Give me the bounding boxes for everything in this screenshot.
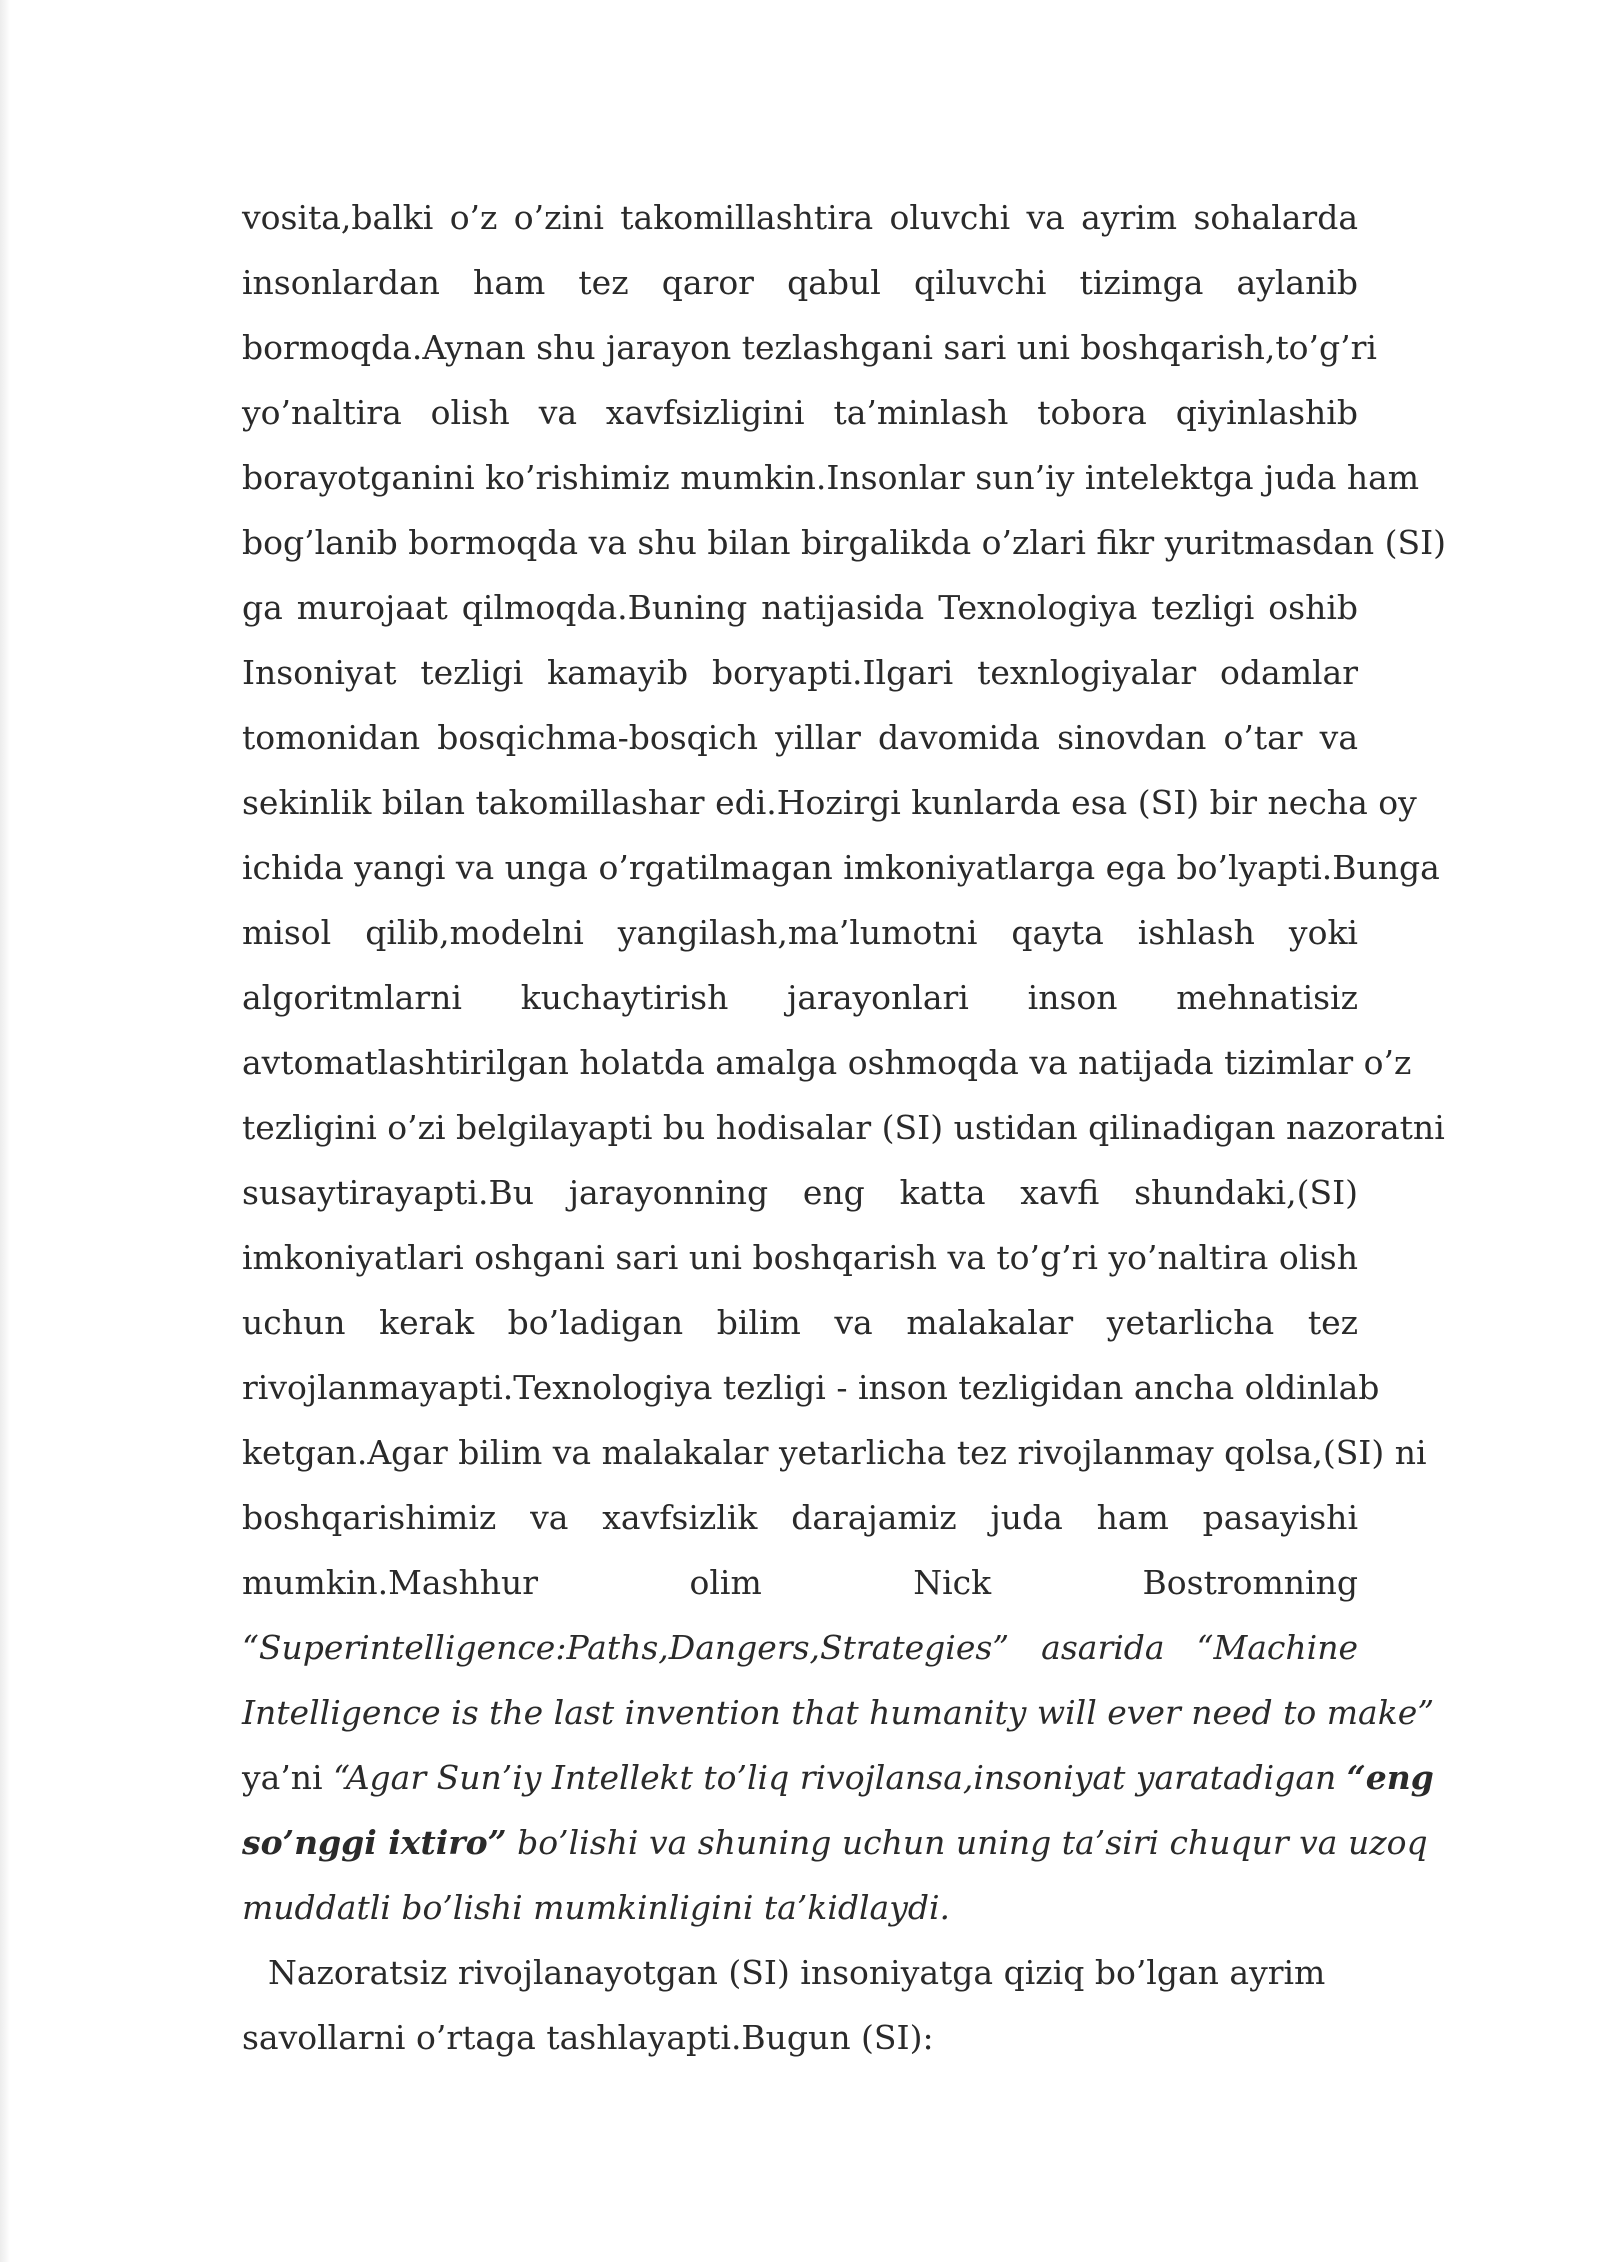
quote-line-uzbek [242,1745,1434,1810]
quote-emphasis: so’nggi ixtiro” [242,1823,507,1862]
quote-intro: ya’ni [242,1758,334,1797]
text-line: rivojlanmayapti.Texnologiya tezligi - inson tezligidan ancha oldinlab [242,1368,1380,1407]
quote-line-english: Intelligence is the last invention that humanity will ever need to make” [242,1693,1435,1732]
quote-line-uzbek: muddatli bo’lishi mumkinligini ta’kidlaydi. [242,1888,951,1927]
page-edge-shadow [0,0,10,2262]
text-line: bog’lanib bormoqda va shu bilan birgalikda o’zlari fikr yuritmasdan (SI) [242,523,1447,562]
text-line: bormoqda.Aynan shu jarayon tezlashgani sari uni boshqarish,to’g’ri [242,328,1377,367]
text-line: algoritmlarni kuchaytirish jarayonlari inson mehnatisiz [242,978,1358,1017]
text-line: tomonidan bosqichma-bosqich yillar davomida sinovdan o’tar va [242,718,1358,757]
quote-emphasis: “eng [1346,1758,1434,1797]
text-line: insonlardan ham tez qaror qabul qiluvchi tizimga aylanib [242,263,1358,302]
text-line: tezligini o’zi belgilayapti bu hodisalar (SI) ustidan qilinadigan nazoratni [242,1108,1445,1147]
text-line: borayotganini ko’rishimiz mumkin.Insonlar sun’iy intelektga juda ham [242,458,1420,497]
text-line: susaytirayapti.Bu jarayonning eng katta xavfi shundaki,(SI) [242,1173,1358,1212]
paragraph2-line: Nazoratsiz rivojlanayotgan (SI) insoniyatga qiziq bo’lgan ayrim [268,1953,1326,1992]
body-text [242,185,1447,2070]
quote-text: bo’lishi va shuning uchun uning ta’siri chuqur va uzoq [506,1823,1428,1862]
text-line: ichida yangi va unga o’rgatilmagan imkoniyatlarga ega bo’lyapti.Bunga [242,848,1440,887]
text-line: boshqarishimiz va xavfsizlik darajamiz juda ham pasayishi [242,1498,1358,1537]
text-line: misol qilib,modelni yangilash,ma’lumotni qayta ishlash yoki [242,913,1358,952]
paragraph2-line: savollarni o’rtaga tashlayapti.Bugun (SI): [242,2018,934,2057]
quote-text: “Agar Sun’iy Intellekt to’liq rivojlansa,insoniyat yaratadigan [333,1758,1347,1797]
quote-line-uzbek [242,1810,1428,1875]
book-title-line: “Superintelligence:Paths,Dangers,Strategies” asarida “Machine [242,1628,1358,1667]
text-line: ga murojaat qilmoqda.Buning natijasida Texnologiya tezligi oshib [242,588,1358,627]
text-line: Insoniyat tezligi kamayib boryapti.Ilgari texnlogiyalar odamlar [242,653,1358,692]
text-line: avtomatlashtirilgan holatda amalga oshmoqda va natijada tizimlar o’z [242,1043,1412,1082]
text-line: uchun kerak bo’ladigan bilim va malakalar yetarlicha tez [242,1303,1358,1342]
text-line: yo’naltira olish va xavfsizligini ta’minlash tobora qiyinlashib [242,393,1358,432]
text-line: mumkin.Mashhur olim Nick Bostromning [242,1563,1358,1602]
text-line: sekinlik bilan takomillashar edi.Hozirgi kunlarda esa (SI) bir necha oy [242,783,1417,822]
text-line: imkoniyatlari oshgani sari uni boshqarish va to’g’ri yo’naltira olish [242,1238,1358,1277]
text-line: ketgan.Agar bilim va malakalar yetarlicha tez rivojlanmay qolsa,(SI) ni [242,1433,1427,1472]
text-line: vosita,balki o’z o’zini takomillashtira oluvchi va ayrim sohalarda [242,198,1358,237]
